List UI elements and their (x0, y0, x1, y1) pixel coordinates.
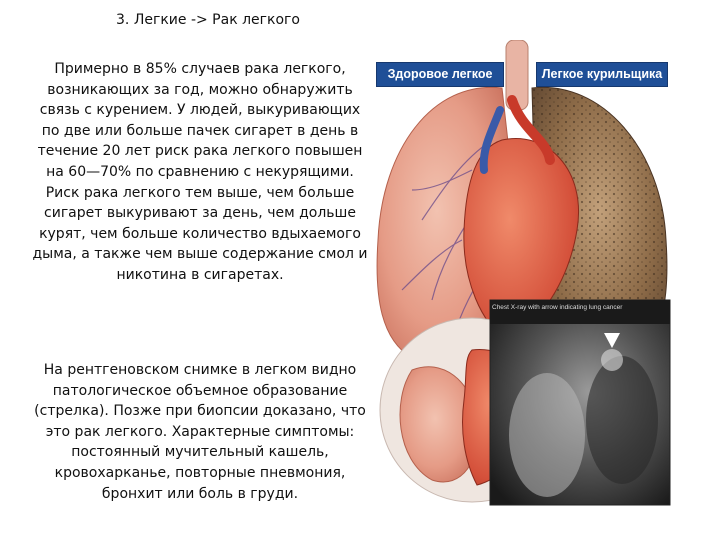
paragraph-smoking-risk: Примерно в 85% случаев рака легкого, возникающих за год, можно обнаружить связь с курением. У людей, выкуривающих по две или больше пачек сигарет в день в течение 20 лет риск рака легкого повышен на 60—70% по сравнению с некурящими. Риск рака легкого тем выше, чем больше сигарет выкуривают за день, чем дольше курят, чем больше количество вдыхаемого дыма, а также чем выше содержание смол и никотина в сигаретах. (32, 61, 368, 283)
slide-title: 3. Легкие -> Рак легкого (116, 12, 300, 28)
label-healthy-lung: Здоровое легкое (376, 62, 504, 87)
label-smoker-lung: Легкое курильщика (536, 62, 668, 87)
xray-caption: Chest X-ray with arrow indicating lung cancer (492, 304, 623, 311)
lungs-drawing (372, 40, 672, 518)
lungs-illustration (372, 40, 672, 518)
paragraph-xray-description: На рентгеновском снимке в легком видно патологическое объемное образование (стрелка). Позже при биопсии доказано, что это рак легкого. Характерные симптомы: постоянный мучительный кашель, кровохарканье, повторные пневмония, бронхит или боль в груди. (34, 362, 366, 502)
tumor-mass (601, 349, 623, 371)
